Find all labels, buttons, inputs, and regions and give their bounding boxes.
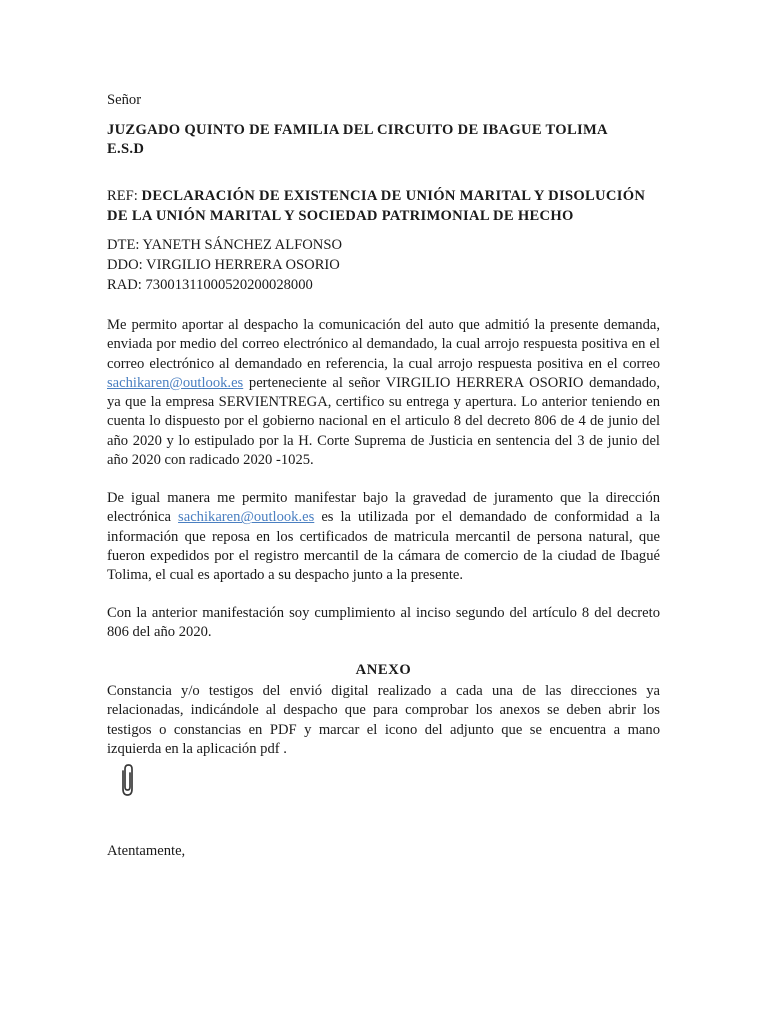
court-name: JUZGADO QUINTO DE FAMILIA DEL CIRCUITO DE IBAGUE TOLIMA: [107, 122, 608, 138]
ref-title-line-2: DE LA UNIÓN MARITAL Y SOCIEDAD PATRIMONIAL DE HECHO: [107, 208, 574, 224]
ref-title-line-1: DECLARACIÓN DE EXISTENCIA DE UNIÓN MARITAL Y DISOLUCIÓN: [141, 188, 646, 204]
rad-line: RAD: 73001311000520200028000: [107, 277, 313, 293]
paragraph-2-text-a: De igual manera me permito manifestar bajo la gravedad de juramento que la dirección electrónica: [107, 490, 660, 526]
ref-label: REF:: [107, 188, 138, 204]
paragraph-1-text-b: perteneciente al señor VIRGILIO HERRERA OSORIO demandado, ya que la empresa SERVIENTREGA, certifico su entrega y apertura. Lo anterior teniendo en cuenta lo dispuesto por el gobierno nacional en el articulo 8 del decreto 806 de 4 de junio del año 2020 y lo estipulado por la H. Corte Suprema de Justicia en sentencia del 3 de junio del año 2020 con radicado 2020 -1025.: [107, 374, 660, 469]
email-link-1[interactable]: sachikaren@outlook.es: [107, 374, 244, 391]
paragraph-1-text-a: Me permito aportar al despacho la comunicación del auto que admitió la presente demanda, enviada por medio del correo electrónico al demandado, la cual arrojo respuesta positiva en el correo electrónico al demandado en referencia, la cual arrojo respuesta positiva en el correo: [107, 317, 660, 372]
paragraph-3: Con la anterior manifestación soy cumplimiento al inciso segundo del artículo 8 del decreto 806 del año 2020.: [107, 605, 660, 641]
ddo-line: DDO: VIRGILIO HERRERA OSORIO: [107, 257, 340, 273]
closing: Atentamente,: [107, 843, 186, 859]
anexo-paragraph: Constancia y/o testigos del envió digital realizado a cada una de las direcciones ya relacionadas, indicándole al despacho que para comprobar los anexos se deben abrir los testigos o constancias en PDF y marcar el icono del adjunto que se encuentra a mano izquierda en la aplicación pdf .: [107, 683, 660, 757]
paragraph-2: [107, 489, 660, 585]
paragraph-2-text-b: es la utilizada por el demandado de conformidad a la información que reposa en los certificados de matricula mercantil de persona natural, que fueron expedidos por el registro mercantil de la cámara de comercio de la ciudad de Ibagué Tolima, el cual es aportado a su despacho junto a la presente.: [107, 509, 661, 584]
anexo-heading: ANEXO: [355, 662, 412, 678]
email-link-2[interactable]: sachikaren@outlook.es: [178, 509, 315, 526]
esd-line: E.S.D: [107, 141, 145, 157]
salutation: Señor: [107, 92, 142, 108]
dte-line: DTE: YANETH SÁNCHEZ ALFONSO: [107, 237, 342, 253]
paragraph-1: [107, 316, 660, 470]
ref-line-1: [107, 188, 645, 205]
paperclip-icon[interactable]: [112, 762, 142, 800]
